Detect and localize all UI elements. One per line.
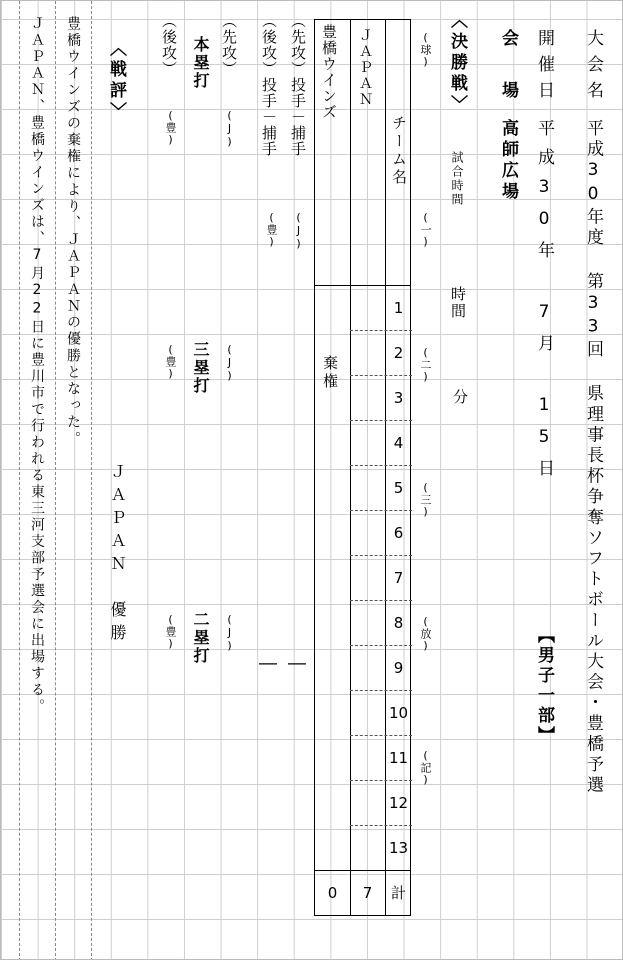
hits-first-team-2: (J) (223, 343, 236, 382)
inning-8: 8 (393, 613, 404, 632)
duration-label: 試合時間 (450, 151, 464, 207)
total-japan: 7 (362, 883, 373, 902)
venue-value: 高師広場 (498, 119, 518, 203)
inning-9: 9 (393, 658, 404, 677)
team-header: チーム名 (390, 115, 408, 187)
review-divider-2 (55, 1, 56, 960)
battery-second: （後攻）投手－捕手 (260, 13, 278, 157)
marker-release: (放) (419, 615, 432, 652)
battery-first-team: (J) (292, 211, 305, 250)
tournament-name: 平成30年度 第33回 県理事長杯争奪ソフトボール大会・豊橋予選 (583, 119, 603, 797)
battery-second-team: (豊) (265, 211, 278, 248)
hits-second-team-2: (豊) (164, 343, 177, 380)
tournament-label: 大会名 (583, 29, 603, 107)
hits-first-team-1: (J) (223, 109, 236, 148)
game-title: 〈決勝戦〉 (447, 11, 467, 116)
date-label: 開催日 (534, 29, 554, 107)
team-toyohashi: 豊橋ウインズ (320, 24, 338, 120)
inning-3: 3 (393, 388, 404, 407)
marker-one: (一) (419, 211, 432, 248)
inning-10: 10 (388, 703, 409, 722)
hit-double: 二塁打 (191, 611, 210, 665)
total-label: 計 (390, 884, 406, 902)
hit-homerun: 本塁打 (191, 36, 210, 90)
team-japan: ＪＡＰＡＮ (357, 28, 373, 108)
toyohashi-forfeit: 棄権 (321, 355, 339, 391)
marker-two: (二) (419, 346, 432, 383)
inning-4: 4 (393, 433, 404, 452)
inning-1: 1 (393, 298, 404, 317)
hits-first-team-3: (J) (223, 613, 236, 652)
inning-5: 5 (393, 478, 404, 497)
review-divider-3 (19, 1, 20, 960)
hour-unit: 時間 (449, 286, 467, 320)
inning-12: 12 (388, 793, 409, 812)
hit-triple: 三塁打 (191, 341, 210, 395)
total-toyohashi: 0 (327, 883, 338, 902)
inning-7: 7 (393, 568, 404, 587)
marker-record: (記) (419, 749, 432, 786)
venue-label: 会 場 (498, 29, 518, 107)
division-label: 【男子一部】 (534, 626, 554, 746)
minute-unit: 分 (451, 389, 469, 404)
date-value: 平成30年 7月 15日 (534, 119, 554, 488)
hits-first-attack: （先攻） (220, 13, 238, 77)
hits-second-attack: （後攻） (160, 13, 178, 77)
inning-13: 13 (388, 838, 409, 857)
marker-ball: (球) (419, 31, 432, 68)
hits-second-team-3: (豊) (164, 613, 177, 650)
inning-6: 6 (393, 523, 404, 542)
inning-11: 11 (388, 748, 409, 767)
review-divider-1 (91, 1, 92, 960)
review-title: 〈戦評〉 (106, 39, 126, 123)
score-table (314, 19, 411, 916)
review-line-1: 豊橋ウインズの棄権により、ＪＡＰＡＮの優勝となった。 (65, 16, 81, 448)
battery-first: （先攻）投手－捕手 (289, 13, 307, 157)
review-winner: ＪＡＰＡＮ 優勝 (108, 463, 127, 647)
review-line-2: ＪＡＰＡＮ、豊橋ウインズは、7月22日に豊川市で行われる東三河支部予選会に出場する。 (29, 16, 45, 715)
battery-first-dash: ― (288, 653, 306, 674)
hits-second-team-1: (豊) (164, 109, 177, 146)
marker-three: (三) (419, 481, 432, 518)
battery-second-dash: ― (259, 653, 277, 674)
inning-2: 2 (393, 343, 404, 362)
